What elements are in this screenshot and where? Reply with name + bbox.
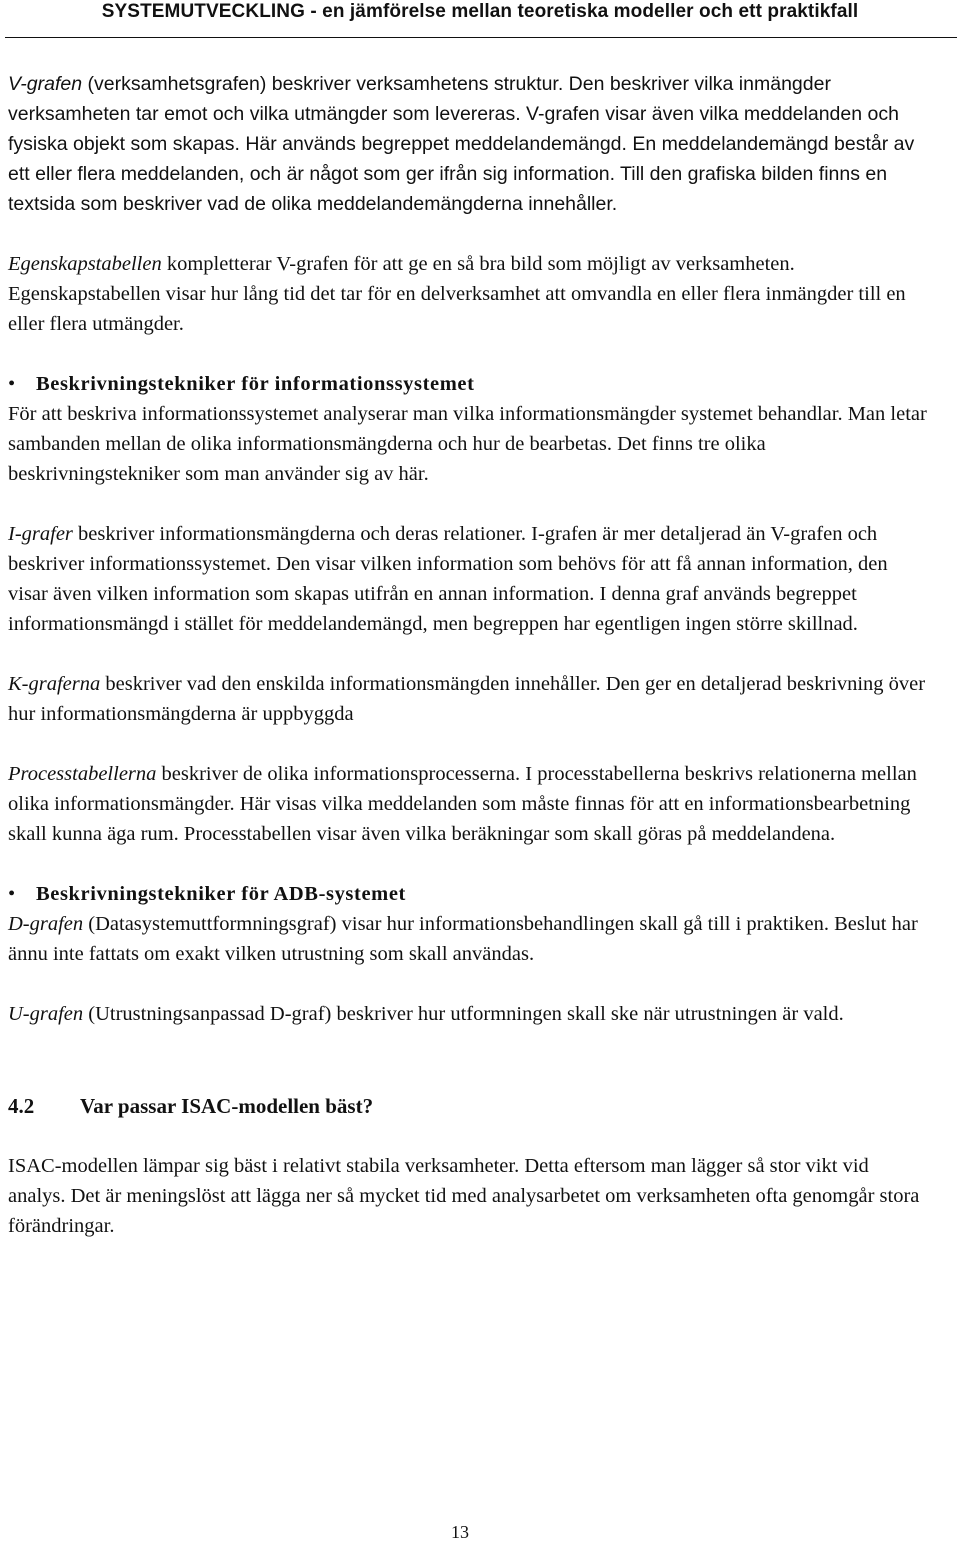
- header-rule: [5, 37, 957, 38]
- bullet-heading-text: Beskrivningstekniker för informationssystemet: [36, 373, 475, 395]
- term-igrafer: I-grafer: [8, 523, 73, 545]
- section-heading: [8, 1091, 928, 1121]
- section-title: Var passar ISAC-modellen bäst?: [80, 1094, 374, 1118]
- paragraph-igrafer-text: beskriver informationsmängderna och deras relationer. I-grafen är mer detaljerad än V-grafen och beskriver informationssystemet. Den visar vilken information som behövs för att få annan information, den visar även vilken information som skapas utifrån en annan information. I denna graf används begreppet informationsmängd i stället för meddelandemängd, men begreppen har egentligen ingen större skillnad.: [8, 523, 888, 635]
- term-dgrafen: D-grafen: [8, 913, 84, 935]
- term-ugrafen: U-grafen: [8, 1003, 84, 1025]
- paragraph-kgraferna-text: beskriver vad den enskilda informationsmängden innehåller. Den ger en detaljerad beskrivning över hur informationsmängderna är uppbyggda: [8, 673, 926, 725]
- bullet-heading-adb: [8, 879, 928, 909]
- paragraph-ugrafen-text: (Utrustningsanpassad D-graf) beskriver hur utformningen skall ske när utrustningen är vald.: [83, 1003, 844, 1025]
- paragraph-vgrafen: [8, 69, 928, 219]
- paragraph-vgrafen-text: (verksamhetsgrafen) beskriver verksamhetens struktur. Den beskriver vilka inmängder verksamheten tar emot och vilka utmängder som levereras. V-grafen visar även vilka meddelanden och fysiska objekt som skapas. Här används begreppet meddelandemängd. En meddelandemängd består av ett eller flera meddelanden, och är något som ger ifrån sig information. Till den grafiska bilden finns en textsida som beskriver vad de olika meddelandemängderna innehåller.: [8, 73, 915, 215]
- term-processtabellerna: Processtabellerna: [8, 763, 157, 785]
- bullet-heading-text: Beskrivningstekniker för ADB-systemet: [36, 883, 406, 905]
- bullet-heading-informationssystemet: [8, 369, 928, 399]
- term-kgraferna: K-graferna: [8, 673, 101, 695]
- term-vgrafen: V-grafen: [8, 73, 83, 95]
- page-body: [8, 69, 928, 1241]
- section-number: 4.2: [8, 1094, 35, 1118]
- paragraph-kgraferna: [8, 669, 928, 729]
- paragraph-ugrafen: [8, 999, 928, 1029]
- page-number: 13: [451, 1522, 469, 1542]
- running-header: SYSTEMUTVECKLING - en jämförelse mellan teoretiska modeller och ett praktikfall: [101, 1, 859, 22]
- paragraph-processtabellerna: [8, 759, 928, 849]
- paragraph-dgrafen-text: (Datasystemuttformningsgraf) visar hur informationsbehandlingen skall gå till i praktiken. Beslut har ännu inte fattats om exakt vilken utrustning som skall användas.: [8, 913, 918, 965]
- paragraph-egenskapstabellen-text: kompletterar V-grafen för att ge en så bra bild som möjligt av verksamheten. Egenskapstabellen visar hur lång tid det tar för en delverksamhet att omvandla en eller flera inmängder till en eller flera utmängder.: [8, 253, 906, 335]
- paragraph-isac: ISAC-modellen lämpar sig bäst i relativt stabila verksamheter. Detta eftersom man lägger så stor vikt vid analys. Det är meningslöst att lägga ner så mycket tid med analysarbetet om verksamheten ofta genomgår stora förändringar.: [8, 1155, 920, 1237]
- paragraph-dgrafen: [8, 909, 928, 969]
- term-egenskapstabellen: Egenskapstabellen: [8, 253, 162, 275]
- paragraph-igrafer: [8, 519, 928, 639]
- paragraph-processtabellerna-text: beskriver de olika informationsprocesserna. I processtabellerna beskrivs relationerna mellan olika informationsmängder. Här visas vilka meddelanden som måste finnas för att en informationsbearbetning skall kunna äga rum. Processtabellen visar även vilka beräkningar som skall göras på meddelandena.: [8, 763, 917, 845]
- paragraph-egenskapstabellen: [8, 249, 928, 339]
- bullet-icon: •: [8, 373, 16, 395]
- bullet-icon: •: [8, 883, 16, 905]
- paragraph-informationssystemet: För att beskriva informationssystemet analyserar man vilka informationsmängder systemet behandlar. Man letar sambanden mellan de olika informationsmängderna och hur de bearbetas. Det finns tre olika beskrivningstekniker som man använder sig av här.: [8, 403, 927, 485]
